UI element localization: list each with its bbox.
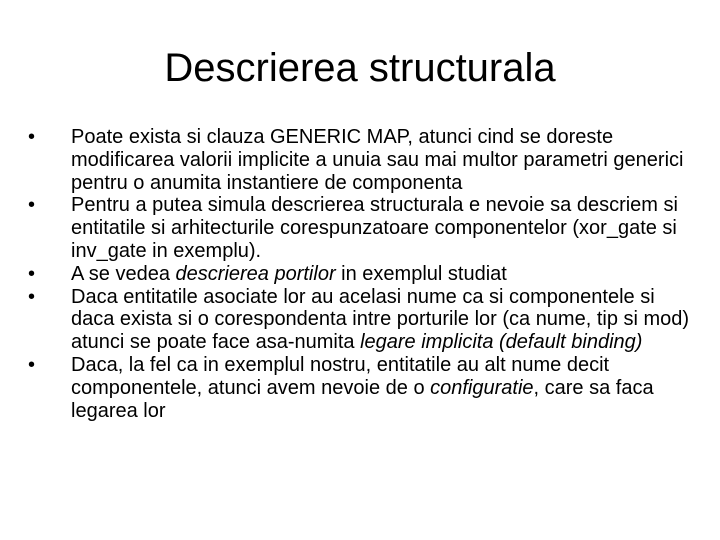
bullet-text-emphasis: legare implicita (default binding) (360, 331, 643, 354)
bullet-text (71, 286, 689, 354)
bullet-item (28, 194, 700, 262)
bullet-item (28, 286, 700, 354)
bullet-marker: • (28, 285, 36, 308)
bullet-item (28, 263, 700, 286)
bullet-text (71, 126, 683, 194)
bullet-text-emphasis: configuratie (430, 376, 534, 399)
slide-title: Descrierea structurala (164, 46, 556, 90)
bullet-text-segment: in exemplul studiat (335, 262, 507, 285)
bullet-text-segment: Poate exista si clauza GENERIC MAP, atunci cind se doreste modificarea valorii implicite a unuia sau mai multor parametri generici pentru o anumita instantiere de componenta (71, 126, 684, 194)
bullet-text (71, 263, 507, 285)
bullet-item (28, 354, 700, 422)
bullet-list (28, 126, 700, 422)
bullet-marker: • (28, 126, 36, 148)
bullet-text-emphasis: descrierea portilor (175, 262, 336, 285)
bullet-text-segment: , care sa faca legarea lor (71, 376, 654, 422)
bullet-text-segment: Pentru a putea simula descrierea structurala e nevoie sa descriem si entitatile si arhitecturile corespunzatoare componentelor (xor_gate si inv_gate in exemplu). (71, 194, 678, 262)
bullet-text-segment: Daca entitatile asociate lor au acelasi nume ca si componentele si daca exista si o corespondenta intre porturile lor (ca nume, tip si mod) atunci se poate face asa-numita (71, 285, 690, 354)
bullet-item (28, 126, 700, 194)
bullet-marker: • (28, 262, 36, 285)
bullet-text (71, 194, 678, 262)
bullet-text (71, 354, 654, 422)
bullet-marker: • (28, 194, 36, 217)
bullet-marker: • (28, 353, 36, 376)
bullet-text-segment: A se vedea (71, 262, 176, 285)
bullet-text-segment: Daca, la fel ca in exemplul nostru, entitatile au alt nume decit componentele, atunci avem nevoie de o (71, 353, 610, 399)
